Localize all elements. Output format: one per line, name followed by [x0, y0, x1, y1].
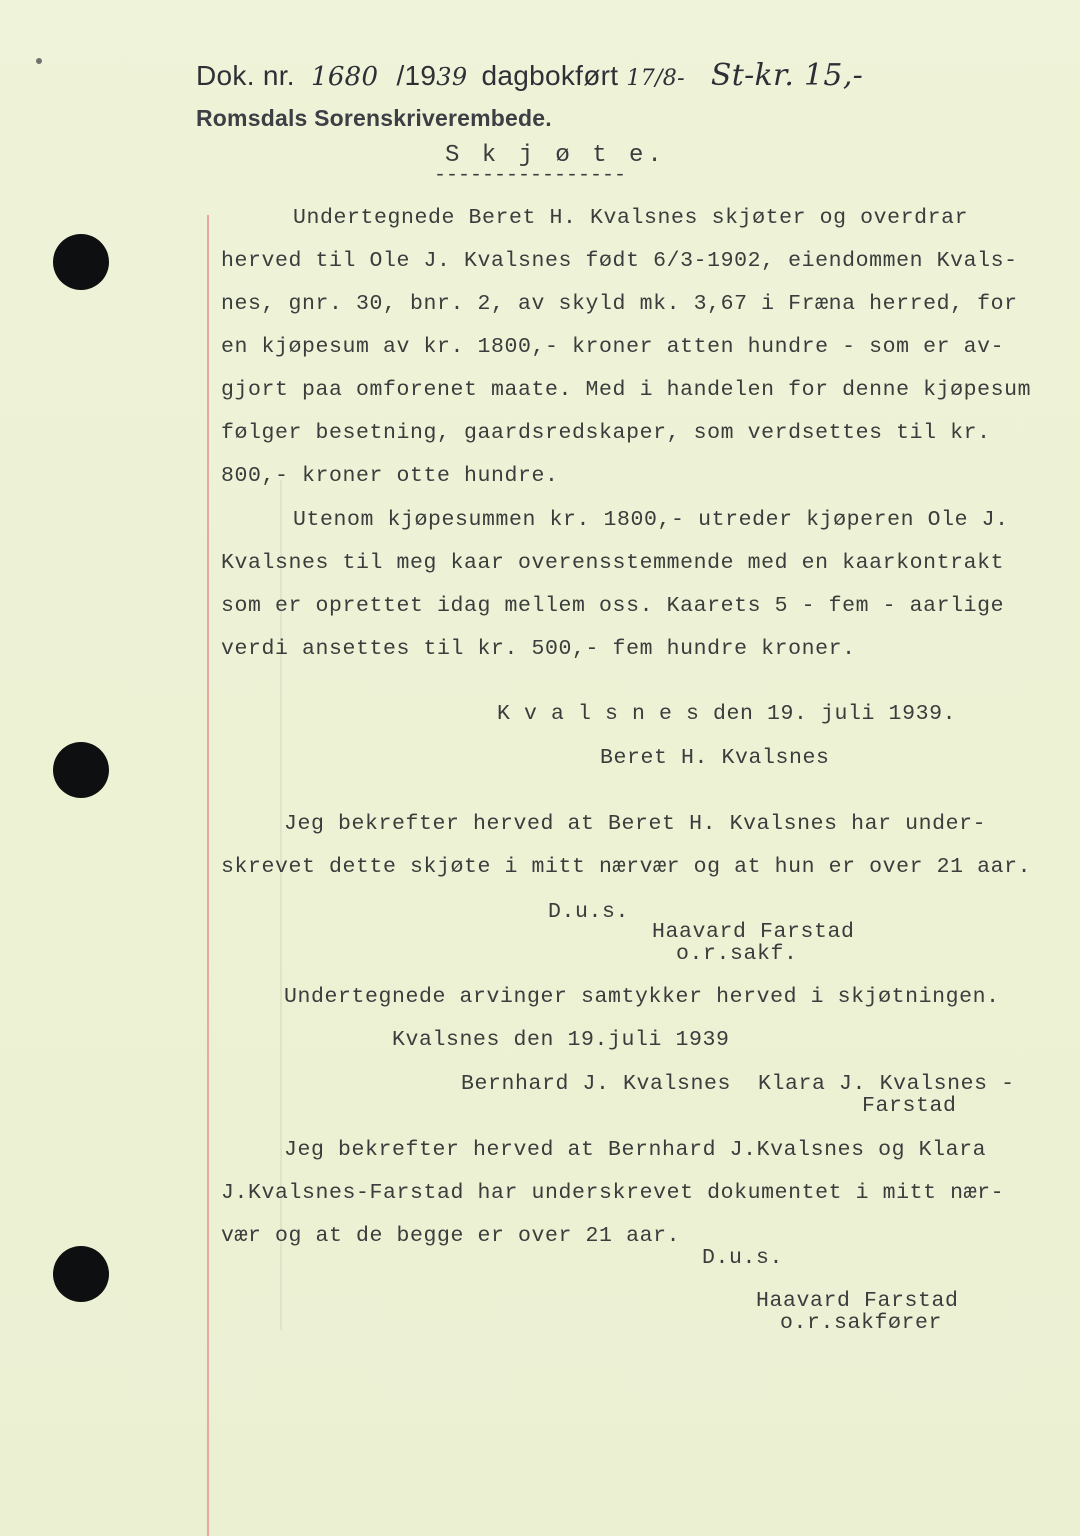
body-line: 800,- kroner otte hundre. [221, 464, 559, 488]
doc-number-header [196, 58, 863, 93]
dok-prefix: Dok. nr. [196, 60, 295, 91]
body-line: skrevet dette skjøte i mitt nærvær og at hun er over 21 aar. [221, 855, 1032, 879]
heirs-signatures: Bernhard J. Kvalsnes Klara J. Kvalsnes - [461, 1072, 1015, 1096]
punch-hole-bottom [53, 1246, 109, 1302]
body-line: nes, gnr. 30, bnr. 2, av skyld mk. 3,67 i Fræna herred, for [221, 292, 1018, 316]
body-line: Jeg bekrefter herved at Bernhard J.Kvalsnes og Klara [284, 1138, 987, 1162]
body-line: gjort paa omforenet maate. Med i handelen for denne kjøpesum [221, 378, 1032, 402]
dagbokfort-date: 17/8- [626, 66, 685, 91]
place-date-line: K v a l s n e s den 19. juli 1939. [497, 702, 957, 726]
body-line: J.Kvalsnes-Farstad har underskrevet dokumentet i mitt nær- [221, 1181, 1005, 1205]
body-line: som er oprettet idag mellem oss. Kaarets 5 - fem - aarlige [221, 594, 1005, 618]
speck [36, 58, 42, 64]
title-underline: ---------------- [434, 164, 627, 187]
year-prefix: /19 [396, 60, 437, 91]
place-date-line: Kvalsnes den 19.juli 1939 [392, 1028, 730, 1052]
body-line: verdi ansettes til kr. 500,- fem hundre kroner. [221, 637, 856, 661]
body-line: herved til Ole J. Kvalsnes født 6/3-1902, eiendommen Kvals- [221, 249, 1018, 273]
body-line: Undertegnede arvinger samtykker herved i skjøtningen. [284, 985, 1000, 1009]
dagbokfort-label: dagbokført [481, 60, 619, 91]
dus-line: D.u.s. [702, 1246, 784, 1270]
heirs-signature-continued: Farstad [862, 1094, 957, 1118]
body-line: Utenom kjøpesummen kr. 1800,- utreder kjøperen Ole J. [293, 508, 1009, 532]
office-name: Romsdals Sorenskriverembede. [196, 105, 552, 131]
year-suffix: 39 [436, 63, 468, 91]
body-line: Undertegnede Beret H. Kvalsnes skjøter og overdrar [293, 206, 969, 230]
handwritten-fee-note: St-kr. 15,- [710, 58, 864, 93]
witness-name: Haavard Farstad [652, 920, 855, 944]
body-line: vær og at de begge er over 21 aar. [221, 1224, 681, 1248]
punch-hole-middle [53, 742, 109, 798]
margin-line [207, 215, 209, 1536]
punch-hole-top [53, 234, 109, 290]
body-line: en kjøpesum av kr. 1800,- kroner atten hundre - som er av- [221, 335, 1005, 359]
body-line: Kvalsnes til meg kaar overensstemmende med en kaarkontrakt [221, 551, 1005, 575]
document-title: S k j ø t e. [445, 142, 666, 169]
witness-title: o.r.sakf. [676, 942, 798, 966]
body-line: Jeg bekrefter herved at Beret H. Kvalsnes har under- [284, 812, 987, 836]
dok-number: 1680 [310, 62, 379, 92]
dus-line: D.u.s. [548, 900, 630, 924]
body-line: følger besetning, gaardsredskaper, som verdsettes til kr. [221, 421, 991, 445]
signature-name: Beret H. Kvalsnes [600, 746, 830, 770]
witness-name: Haavard Farstad [756, 1289, 959, 1313]
witness-title: o.r.sakfører [780, 1311, 943, 1335]
